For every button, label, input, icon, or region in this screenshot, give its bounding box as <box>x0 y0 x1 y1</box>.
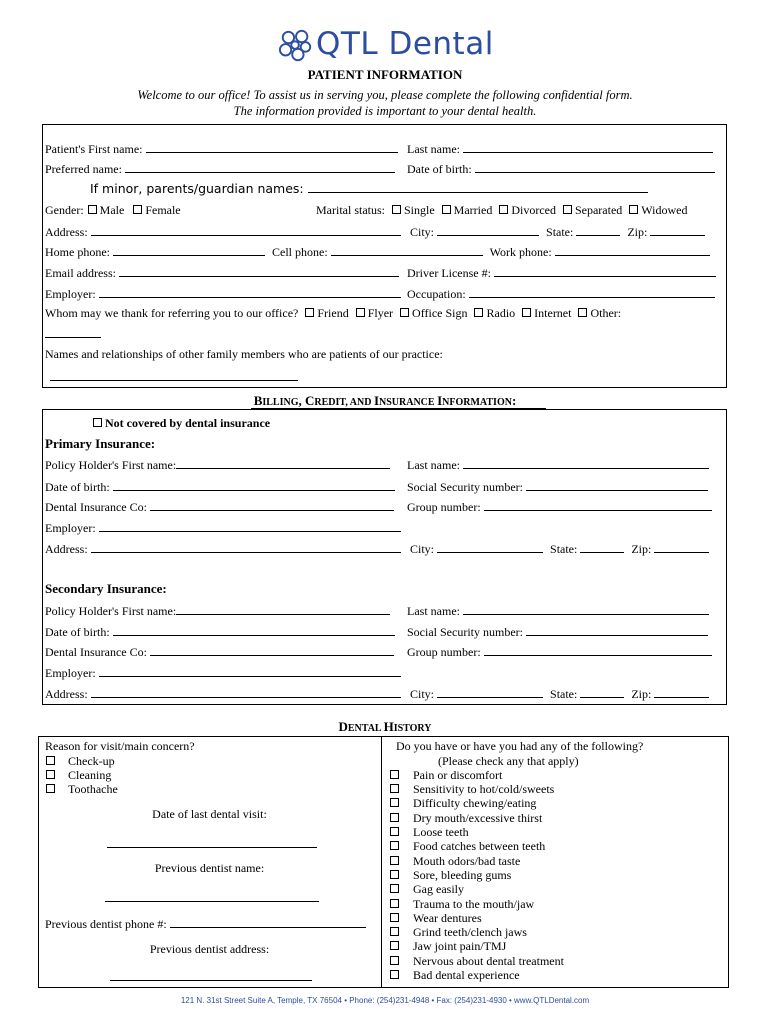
preferred-name-label: Preferred name: <box>45 162 122 176</box>
secondary-ssn-row <box>407 625 708 638</box>
gender-label: Gender: <box>45 203 84 217</box>
referral-other-input-row <box>45 327 101 340</box>
primary-state-label: State: <box>550 542 578 556</box>
reason-label: Reason for visit/main concern? <box>45 739 195 753</box>
primary-policy-holder-label: Policy Holder's First name: <box>45 458 177 472</box>
condition-checkbox[interactable] <box>390 913 399 922</box>
primary-dob-input[interactable] <box>113 480 395 491</box>
condition-checkbox[interactable] <box>390 884 399 893</box>
radio-checkbox[interactable] <box>474 308 483 317</box>
secondary-policy-holder-label: Policy Holder's First name: <box>45 604 177 618</box>
city-label: City: <box>410 225 435 239</box>
secondary-address-label: Address: <box>45 687 88 701</box>
condition-item: Dry mouth/excessive thirst <box>389 812 542 824</box>
secondary-state-label: State: <box>550 687 578 701</box>
city-state-zip-row <box>410 225 705 238</box>
family-input-row <box>50 370 298 383</box>
primary-ssn-input[interactable] <box>526 480 708 491</box>
secondary-group-input[interactable] <box>484 645 712 656</box>
male-label: Male <box>99 203 125 217</box>
patient-last-name-row <box>407 142 713 155</box>
female-label: Female <box>145 203 181 217</box>
condition-item: Pain or discomfort <box>389 769 502 781</box>
internet-label: Internet <box>534 306 572 320</box>
minor-guardian-row <box>90 182 648 196</box>
condition-item: Bad dental experience <box>389 969 520 981</box>
condition-checkbox[interactable] <box>390 770 399 779</box>
prev-dentist-phone-row <box>45 917 366 930</box>
occupation-input[interactable] <box>469 287 715 298</box>
referral-row <box>45 307 621 319</box>
not-covered-checkbox[interactable] <box>93 418 102 427</box>
secondary-city-label: City: <box>410 687 435 701</box>
reason-item-cleaning: Cleaning <box>45 769 111 781</box>
primary-employer-input[interactable] <box>99 521 401 532</box>
male-checkbox[interactable] <box>88 205 97 214</box>
occupation-label: Occupation: <box>407 287 466 301</box>
dob-label: Date of birth: <box>407 162 472 176</box>
friend-checkbox[interactable] <box>305 308 314 317</box>
preferred-name-row <box>45 162 395 175</box>
condition-item: Food catches between teeth <box>389 840 545 852</box>
minor-guardian-input[interactable] <box>308 182 648 193</box>
flyer-checkbox[interactable] <box>356 308 365 317</box>
prev-dentist-name-input[interactable] <box>105 891 319 902</box>
secondary-policy-holder-input[interactable] <box>176 604 390 615</box>
primary-city-label: City: <box>410 542 435 556</box>
prev-dentist-phone-label: Previous dentist phone #: <box>45 917 167 931</box>
condition-checkbox[interactable] <box>390 841 399 850</box>
prev-dentist-phone-input[interactable] <box>170 917 366 928</box>
family-label: Names and relationships of other family members who are patients of our practice: <box>45 347 443 361</box>
secondary-policy-holder-row <box>45 604 390 617</box>
separated-checkbox[interactable] <box>563 205 572 214</box>
welcome-line-1: Welcome to our office! To assist us in serving you, please complete the following confidential form. <box>137 88 633 102</box>
condition-checkbox[interactable] <box>390 827 399 836</box>
condition-checkbox[interactable] <box>390 970 399 979</box>
not-covered-label: Not covered by dental insurance <box>105 416 271 430</box>
primary-last-name-label: Last name: <box>407 458 460 472</box>
state-input[interactable] <box>576 225 620 236</box>
marital-status-row <box>316 204 687 216</box>
secondary-company-label: Dental Insurance Co: <box>45 645 147 659</box>
primary-insurance-heading: Primary Insurance: <box>45 436 156 451</box>
secondary-city-input[interactable] <box>437 687 543 698</box>
condition-item: Sore, bleeding gums <box>389 869 511 881</box>
secondary-last-name-input[interactable] <box>463 604 709 615</box>
condition-checkbox[interactable] <box>390 798 399 807</box>
secondary-dob-input[interactable] <box>113 625 395 636</box>
toothache-checkbox[interactable] <box>46 784 55 793</box>
divorced-checkbox[interactable] <box>499 205 508 214</box>
brand-name: QTL Dental <box>316 26 494 62</box>
secondary-state-input[interactable] <box>580 687 624 698</box>
condition-checkbox[interactable] <box>390 856 399 865</box>
primary-ssn-row <box>407 480 708 493</box>
condition-item: Wear dentures <box>389 912 482 924</box>
primary-city-state-zip-row <box>410 542 709 555</box>
condition-item: Trauma to the mouth/jaw <box>389 898 534 910</box>
office-sign-label: Office Sign <box>412 306 468 320</box>
cell-phone-label: Cell phone: <box>272 245 328 259</box>
last-visit-input-row <box>107 837 317 850</box>
last-name-label: Last name: <box>407 142 460 156</box>
tooth-logo-icon <box>276 28 316 64</box>
referral-other-input[interactable] <box>45 327 101 338</box>
reason-item-checkup: Check-up <box>45 755 115 767</box>
address-label: Address: <box>45 225 88 239</box>
home-phone-input[interactable] <box>113 245 265 256</box>
secondary-group-label: Group number: <box>407 645 481 659</box>
condition-item: Gag easily <box>389 883 464 895</box>
license-row <box>407 266 716 279</box>
radio-label: Radio <box>486 306 516 320</box>
secondary-address-row <box>45 687 401 700</box>
primary-dob-label: Date of birth: <box>45 480 110 494</box>
separated-label: Separated <box>574 203 623 217</box>
work-phone-label: Work phone: <box>489 245 552 259</box>
single-label: Single <box>404 203 435 217</box>
page-title: PATIENT INFORMATION <box>307 67 463 82</box>
state-label: State: <box>546 225 574 239</box>
primary-address-input[interactable] <box>91 542 401 553</box>
condition-checkbox[interactable] <box>390 899 399 908</box>
secondary-company-input[interactable] <box>150 645 394 656</box>
primary-dob-row <box>45 480 395 493</box>
primary-company-row <box>45 500 394 513</box>
secondary-ssn-label: Social Security number: <box>407 625 523 639</box>
preferred-name-input[interactable] <box>125 162 395 173</box>
primary-address-label: Address: <box>45 542 88 556</box>
primary-employer-label: Employer: <box>45 521 96 535</box>
condition-checkbox[interactable] <box>390 927 399 936</box>
billing-heading: BILLING, CREDIT, AND INSURANCE INFORMATION: <box>253 393 517 408</box>
widowed-checkbox[interactable] <box>629 205 638 214</box>
primary-employer-row <box>45 521 401 534</box>
condition-item: Nervous about dental treatment <box>389 955 564 967</box>
primary-policy-holder-input[interactable] <box>176 458 390 469</box>
referral-label: Whom may we thank for referring you to our office? <box>45 306 299 320</box>
secondary-ssn-input[interactable] <box>526 625 708 636</box>
condition-checkbox[interactable] <box>390 870 399 879</box>
welcome-line-2: The information provided is important to your dental health. <box>233 104 537 118</box>
prev-dentist-name-label: Previous dentist name: <box>154 861 265 875</box>
dental-history-heading: DENTAL HISTORY <box>338 719 432 734</box>
primary-group-label: Group number: <box>407 500 481 514</box>
primary-group-input[interactable] <box>484 500 712 511</box>
condition-item: Loose teeth <box>389 826 469 838</box>
occupation-row <box>407 287 715 300</box>
zip-label: Zip: <box>627 225 648 239</box>
married-label: Married <box>453 203 493 217</box>
employer-input[interactable] <box>99 287 401 298</box>
other-label: Other: <box>590 306 622 320</box>
secondary-last-name-label: Last name: <box>407 604 460 618</box>
prev-dentist-address-input[interactable] <box>110 970 312 981</box>
license-label: Driver License #: <box>407 266 491 280</box>
condition-checkbox[interactable] <box>390 941 399 950</box>
email-label: Email address: <box>45 266 116 280</box>
widowed-label: Widowed <box>641 203 688 217</box>
home-phone-label: Home phone: <box>45 245 110 259</box>
female-checkbox[interactable] <box>133 205 142 214</box>
primary-last-name-row <box>407 458 709 471</box>
last-visit-label: Date of last dental visit: <box>152 807 267 821</box>
gender-row <box>45 204 181 216</box>
dob-row <box>407 162 715 175</box>
employer-label: Employer: <box>45 287 96 301</box>
internet-checkbox[interactable] <box>522 308 531 317</box>
not-covered-row <box>92 417 270 429</box>
conditions-hint: (Please check any that apply) <box>438 754 579 768</box>
prev-dentist-name-input-row <box>105 891 319 904</box>
billing-box <box>42 409 727 705</box>
history-divider <box>381 736 382 987</box>
family-row <box>45 348 443 360</box>
dob-input[interactable] <box>475 162 715 173</box>
friend-label: Friend <box>317 306 349 320</box>
employer-row <box>45 287 401 300</box>
first-name-label: Patient's First name: <box>45 142 143 156</box>
married-checkbox[interactable] <box>442 205 451 214</box>
other-checkbox[interactable] <box>578 308 587 317</box>
family-input[interactable] <box>50 370 298 381</box>
secondary-group-row <box>407 645 712 658</box>
secondary-employer-row <box>45 666 401 679</box>
primary-state-input[interactable] <box>580 542 624 553</box>
condition-item: Difficulty chewing/eating <box>389 797 536 809</box>
condition-checkbox[interactable] <box>390 813 399 822</box>
secondary-address-input[interactable] <box>91 687 401 698</box>
secondary-dob-row <box>45 625 395 638</box>
cleaning-checkbox[interactable] <box>46 770 55 779</box>
condition-checkbox[interactable] <box>390 956 399 965</box>
last-name-input[interactable] <box>463 142 713 153</box>
office-sign-checkbox[interactable] <box>400 308 409 317</box>
city-input[interactable] <box>437 225 539 236</box>
primary-ssn-label: Social Security number: <box>407 480 523 494</box>
primary-company-input[interactable] <box>150 500 394 511</box>
secondary-employer-label: Employer: <box>45 666 96 680</box>
condition-item: Grind teeth/clench jaws <box>389 926 527 938</box>
footer-contact: 121 N. 31st Street Suite A, Temple, TX 76504 • Phone: (254)231-4948 • Fax: (254)231-4930 • www.QTLDental.com <box>180 996 590 1005</box>
primary-address-row <box>45 542 401 555</box>
address-input[interactable] <box>91 225 401 236</box>
email-input[interactable] <box>119 266 399 277</box>
secondary-zip-label: Zip: <box>631 687 652 701</box>
secondary-city-state-zip-row <box>410 687 709 700</box>
primary-zip-label: Zip: <box>631 542 652 556</box>
primary-last-name-input[interactable] <box>463 458 709 469</box>
condition-checkbox[interactable] <box>390 784 399 793</box>
last-visit-input[interactable] <box>107 837 317 848</box>
secondary-company-row <box>45 645 394 658</box>
secondary-insurance-heading: Secondary Insurance: <box>45 581 167 596</box>
condition-item: Sensitivity to hot/cold/sweets <box>389 783 554 795</box>
zip-input[interactable] <box>650 225 705 236</box>
phones-row <box>45 245 710 258</box>
primary-group-row <box>407 500 712 513</box>
secondary-dob-label: Date of birth: <box>45 625 110 639</box>
first-name-input[interactable] <box>146 142 398 153</box>
secondary-zip-input[interactable] <box>654 687 709 698</box>
reason-item-toothache: Toothache <box>45 783 118 795</box>
license-input[interactable] <box>494 266 716 277</box>
primary-policy-holder-row <box>45 458 390 471</box>
checkup-checkbox[interactable] <box>46 756 55 765</box>
address-row <box>45 225 401 238</box>
cell-phone-input[interactable] <box>331 245 483 256</box>
marital-label: Marital status: <box>316 203 385 217</box>
single-checkbox[interactable] <box>392 205 401 214</box>
email-row <box>45 266 399 279</box>
primary-zip-input[interactable] <box>654 542 709 553</box>
patient-first-name-row <box>45 142 398 155</box>
flyer-label: Flyer <box>367 306 394 320</box>
prev-dentist-address-input-row <box>110 970 312 983</box>
minor-label: If minor, parents/guardian names: <box>90 181 304 196</box>
primary-city-input[interactable] <box>437 542 543 553</box>
condition-item: Mouth odors/bad taste <box>389 855 520 867</box>
condition-item: Jaw joint pain/TMJ <box>389 940 506 952</box>
divorced-label: Divorced <box>511 203 556 217</box>
secondary-employer-input[interactable] <box>99 666 401 677</box>
prev-dentist-address-label: Previous dentist address: <box>149 942 270 956</box>
primary-company-label: Dental Insurance Co: <box>45 500 147 514</box>
conditions-question: Do you have or have you had any of the following? <box>396 739 644 753</box>
work-phone-input[interactable] <box>555 245 710 256</box>
secondary-last-name-row <box>407 604 709 617</box>
